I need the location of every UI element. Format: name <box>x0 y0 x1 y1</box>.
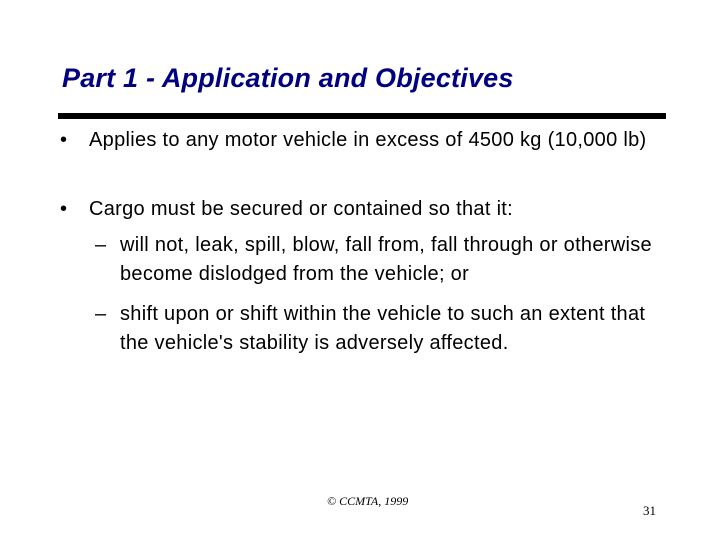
sub-bullet-item <box>95 231 655 289</box>
copyright-footer: © CCMTA, 1999 <box>327 494 409 508</box>
sub-bullet-marker: – <box>95 234 107 256</box>
sub-bullet-text: will not, leak, spill, blow, fall from, fall through or otherwise become dislodged from the vehicle; or <box>120 234 652 285</box>
bullet-text: Applies to any motor vehicle in excess of 4500 kg (10,000 lb) <box>89 129 647 151</box>
bullet-item <box>60 195 650 224</box>
title-divider <box>58 113 666 119</box>
sub-bullet-item <box>95 300 655 358</box>
sub-bullet-text: shift upon or shift within the vehicle to such an extent that the vehicle's stability is adversely affected. <box>120 303 646 354</box>
bullet-text: Cargo must be secured or contained so that it: <box>89 198 514 220</box>
sub-bullet-marker: – <box>95 303 107 325</box>
slide-title: Part 1 - Application and Objectives <box>62 63 514 93</box>
bullet-marker: • <box>60 198 68 220</box>
bullet-item <box>60 126 650 155</box>
bullet-marker: • <box>60 129 68 151</box>
page-number: 31 <box>643 503 656 518</box>
